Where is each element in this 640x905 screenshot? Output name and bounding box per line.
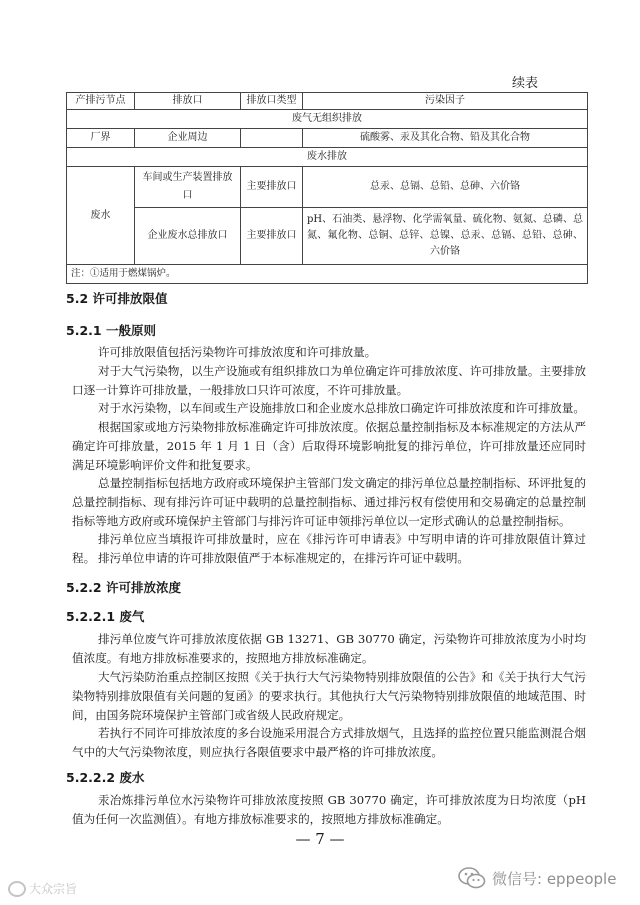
header-cell: 产排污节点 xyxy=(67,93,135,110)
watermark-right-text: 微信号: eppeople xyxy=(492,869,617,888)
table-cell: 主要排放口 xyxy=(241,208,303,265)
heading-5-2: 5.2 许可排放限值 xyxy=(66,291,168,306)
wechat-watermark xyxy=(458,866,616,890)
heading-5-2-2-2: 5.2.2.2 废水 xyxy=(66,770,145,785)
header-cell: 污染因子 xyxy=(303,93,588,110)
table-row xyxy=(67,148,588,167)
section-air-title: 废气无组织排放 xyxy=(67,110,588,129)
table-cell: 车间或生产装置排放口 xyxy=(135,167,241,208)
table-row xyxy=(67,265,588,284)
weibo-icon xyxy=(8,881,26,897)
table-cell: 主要排放口 xyxy=(241,167,303,208)
paragraph: 排污单位应当填报许可排放量时，应在《排污许可申请表》中写明申请的许可排放限值计算过程。 xyxy=(72,532,586,565)
section-water-title: 废水排放 xyxy=(67,148,588,167)
heading-5-2-2-1: 5.2.2.1 废气 xyxy=(66,609,145,624)
header-cell: 排放口类型 xyxy=(241,93,303,110)
heading-5-2-2: 5.2.2 许可排放浓度 xyxy=(66,580,181,595)
paragraph: 排污单位申请的许可排放限值严于本标准规定的，在排污许可证中载明。 xyxy=(98,551,470,565)
paragraph: 许可排放限值包括污染物许可排放浓度和许可排放量。 xyxy=(98,345,377,359)
table-row xyxy=(67,129,588,148)
paragraph: 大气污染防治重点控制区按照《关于执行大气污染物特别排放限值的公告》和《关于执行大气污染物特别排放限值有关问题的复函》的要求执行。其他执行大气污染物特别排放限值的地域范围、时间，由国务院环境保护主管部门或省级人民政府规定。 xyxy=(72,670,586,722)
continued-label: 续表 xyxy=(512,76,539,91)
paragraph: 根据国家或地方污染物排放标准确定许可排放浓度。依据总量控制指标及本标准规定的方法从严确定许可排放量，2015 年 1 月 1 日（含）后取得环境影响批复的排污单位，许可排放量还应同时满足环境影响评价文件和批复要求。 xyxy=(72,420,586,472)
table-cell: pH、石油类、悬浮物、化学需氧量、硫化物、氨氮、总磷、总氮、氟化物、总铜、总锌、总镍、总汞、总镉、总铅、总砷、六价铬 xyxy=(303,208,588,265)
table-cell: 硫酸雾、汞及其化合物、铅及其化合物 xyxy=(303,129,588,148)
header-cell: 排放口 xyxy=(135,93,241,110)
table-cell: 厂界 xyxy=(67,129,135,148)
pollutant-table xyxy=(66,92,588,284)
table-row xyxy=(67,208,588,265)
paragraph: 对于水污染物，以车间或生产设施排放口和企业废水总排放口确定许可排放浓度和许可排放量。 xyxy=(98,401,585,415)
table-row xyxy=(67,110,588,129)
watermark-left xyxy=(8,880,77,897)
paragraph: 总量控制指标包括地方政府或环境保护主管部门发文确定的排污单位总量控制指标、环评批复的总量控制指标、现有排污许可证中载明的总量控制指标、通过排污权有偿使用和交易确定的总量控制指标等地方政府或环境保护主管部门与排污许可证申领排污单位以一定形式确认的总量控制指标。 xyxy=(72,476,586,528)
paragraph: 对于大气污染物，以生产设施或有组织排放口为单位确定许可排放浓度、许可排放量。主要排放口逐一计算许可排放量，一般排放口只许可浓度，不许可排放量。 xyxy=(72,364,586,397)
wechat-icon xyxy=(458,866,486,890)
heading-5-2-1: 5.2.1 一般原则 xyxy=(66,323,156,338)
page-number: — 7 — xyxy=(295,830,345,848)
table-cell xyxy=(241,129,303,148)
watermark-left-text: 大众宗旨 xyxy=(29,882,78,896)
table-cell: 废水 xyxy=(67,167,135,265)
table-cell: 企业周边 xyxy=(135,129,241,148)
table-note: 注：①适用于燃煤锅炉。 xyxy=(67,265,588,284)
paragraph: 若执行不同许可排放浓度的多台设施采用混合方式排放烟气，且选择的监控位置只能监测混合烟气中的大气污染物浓度，则应执行各限值要求中最严格的许可排放浓度。 xyxy=(72,726,586,759)
table-row xyxy=(67,167,588,208)
table-cell: 企业废水总排放口 xyxy=(135,208,241,265)
table-header-row xyxy=(67,93,588,110)
table-cell: 总汞、总镉、总铅、总砷、六价铬 xyxy=(303,167,588,208)
paragraph: 汞冶炼排污单位水污染物许可排放浓度按照 GB 30770 确定，许可排放浓度为日均浓度（pH 值为任何一次监测值）。有地方排放标准要求的，按照地方排放标准确定。 xyxy=(72,793,586,826)
paragraph: 排污单位废气许可排放浓度依据 GB 13271、GB 30770 确定，污染物许可排放浓度为小时均值浓度。有地方排放标准要求的，按照地方排放标准确定。 xyxy=(72,632,586,665)
